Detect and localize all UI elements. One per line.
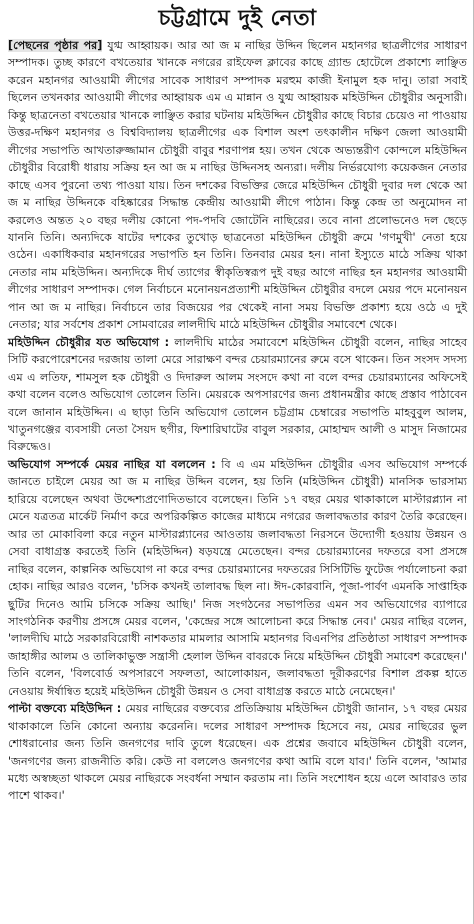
paragraph-text: যুগ্ম আহ্বায়ক। আর আ জ ম নাছির উদ্দিন ছিলেন মহানগর ছাত্রলীগের সাধারণ সম্পাদক। তুচ্ছ কারণে বখতেয়ার খানকে নগরের রাইফেল ক্লাবের কাছে গ্র্যান্ড হোটেলে প্রকাশ্যে লাঞ্ছিত করেন মহানগর আওয়ামী লীগের সাবেক সাধারণ সম্পাদক মরহুম কাজী ইনামুল হক দানু। তারা সবাই ছিলেন তখনকার আওয়ামী লীগের আহ্বায়ক এম এ মান্নান ও যুগ্ম আহ্বায়ক মহিউদ্দিন চৌধুরীর অনুসারী। কিন্তু ছাত্রনেতা বখতেয়ার খানকে লাঞ্ছিত করার ঘটনায় মহিউদ্দিন চৌধুরীর কাছে বিচার চেয়েও না পাওয়ায় উত্তর-দক্ষিণ মহানগর ও বিশ্ববিদ্যালয় ছাত্রলীগের এক বিশাল অংশ তৎকালীন দক্ষিণ জেলা আওয়ামী লীগের সভাপতি আখতারুজ্জামান চৌধুরী বাবুর শরণাপন্ন হয়। তখন থেকে অভ্যন্তরীণ কোন্দলে মহিউদ্দিন চৌধুরীর বিরোধী ধারায় সক্রিয় হন আ জ ম নাছির উদ্দিনসহ অন্যরা। দলীয় নির্ভরযোগ্য কয়েকজন নেতার কাছে এসব পুরনো তথ্য পাওয়া যায়। তিন দশকের বিভক্তির জেরে মহিউদ্দিন চৌধুরী দুবার দল থেকে আ জ ম নাছির উদ্দিনকে বহিষ্কারের সিদ্ধান্ত কেন্দ্রীয় আওয়ামী লীগে পাঠান। কিন্তু কেন্দ্র তা অনুমোদন না করলেও অন্তত ২০ বছর দলীয় কোনো পদ-পদবি জোটেনি নাছিরের। তবে নানা প্রলোভনেও দল ছেড়ে যাননি তিনি। অন্যদিকে ষাটের দশকের তুখোড় ছাত্রনেতা মহিউদ্দিন চৌধুরী ক্রমে 'গণমুখী' নেতা হয়ে ওঠেন। একাধিকবার মহানগরের সভাপতি হন তিনি। তিনবার মেয়র হন। নানা ইস্যুতে মাঠে সক্রিয় থাকা নেতার নাম মহিউদ্দিন। অন্যদিকে দীর্ঘ ত্যাগের স্বীকৃতিস্বরূপ দুই বছর আগে নাছির হন মহানগর আওয়ামী লীগের সাধারণ সম্পাদক। গেল নির্বাচনে মনোনয়নপ্রত্যাশী মহিউদ্দিন চৌধুরীর বদলে মেয়র পদে মনোনয়ন পান আ জ ম নাছির। নির্বাচনে তার বিজয়ের পর থেকেই নানা সময় বিভক্তি প্রকাশ্য হয়ে ওঠে এ দুই নেতার; যার সর্বশেষ প্রকাশ সোমবারের লালদীঘি মাঠে মহিউদ্দিন চৌধুরীর সমাবেশে থেকে। xyxy=(8,39,467,332)
paragraph-mayor-response xyxy=(8,456,467,700)
article-body xyxy=(8,37,467,805)
paragraph-counter-statement xyxy=(8,700,467,805)
paragraph-text: বি এ এম মহিউদ্দিন চৌধুরীর এসব অভিযোগ সম্পর্কে জানতে চাইলে মেয়র আ জ ম নাছির উদ্দিন বলেন, হয় তিনি (মহিউদ্দিন চৌধুরী) মানসিক ভারসাম্য হারিয়ে বলেছেন অথবা উদ্দেশ্যপ্রণোদিতভাবে বলেছেন। তিনি ১৭ বছর মেয়র থাকাকালে মাস্টারপ্ল্যান না মেনে যত্রতত্র মার্কেট নির্মাণ করে অপরিকল্পিত কাজের মাধ্যমে নগরের জলাবদ্ধতার কারণ তৈরি করেছেন। আর তা মোকাবিলা করে নতুন মাস্টারপ্ল্যানের আওতায় জলাবদ্ধতা নিরসনে উদ্যোগী হওয়ায় উন্নয়ন ও সেবা বাধাগ্রস্ত করতেই তিনি (মহিউদ্দিন) ষড়যন্ত্রে মেতেছেন। বন্দর চেয়ারম্যানের দফতরে বসা প্রসঙ্গে নাছির বলেন, কাল্পনিক অভিযোগ না করে বন্দর চেয়ারম্যানের দফতরের সিসিটিভি ফুটেজ পর্যালোচনা করা হোক। নাছির আরও বলেন, 'চসিক কখনই তালাবদ্ধ ছিল না। ঈদ-কোরবানি, পূজা-পার্বণ এমনকি সাপ্তাহিক ছুটির দিনেও আমি চসিকে সক্রিয় আছি।' নিজ সংগঠনের সভাপতির এমন সব অভিযোগের ব্যাপারে সাংগঠনিক করণীয় প্রসঙ্গে মেয়র বলেন, 'কেন্দ্রের সঙ্গে আলোচনা করে সিদ্ধান্ত নেব।' মেয়র নাছির বলেন, 'লালদীঘি মাঠে সরকারবিরোধী নাশকতার মামলার আসামি মহানগর বিএনপির প্রতিষ্ঠাতা সাধারণ সম্পাদক জাহাঙ্গীর আলম ও তালিকাভুক্ত সন্ত্রাসী হেলাল উদ্দিন বাবরকে নিয়ে মহিউদ্দিন চৌধুরী সমাবেশ করেছেন।' তিনি বলেন, 'বিলবোর্ড অপসারণে সফলতা, আলোকায়ন, জলাবদ্ধতা দূরীকরণের বিশাল প্রকল্প হাতে নেওয়ায় ঈর্ষান্বিত হয়েই মহিউদ্দিন চৌধুরী উন্নয়ন ও সেবা বাধাগ্রস্ত করতে মাঠে নেমেছেন।' xyxy=(8,457,467,698)
subhead-mayor-response: অভিযোগ সম্পর্কে মেয়র নাছির যা বললেন : xyxy=(8,457,216,471)
paragraph-text: মেয়র নাছিরের বক্তব্যের প্রতিক্রিয়ায় মহিউদ্দিন চৌধুরী জানান, ১৭ বছর মেয়র থাকাকালে তিনি কোনো অন্যায় করেননি। দলের সাধারণ সম্পাদক হিসেবে নয়, মেয়র নাছিরের ভুল শোধরানোর জন্য তিনি জনগণের দাবি তুলে ধরেছেন। এক প্রশ্নের জবাবে মহিউদ্দিন চৌধুরী বলেন, 'জনগণের জন্য রাজনীতি করি। কেউ না বললেও জনগণের কথা আমি বলে যাব।' তিনি বলেন, 'আমার মধ্যে অস্বচ্ছতা থাকলে মেয়র নাছিরকে সংবর্ধনা সম্মান করতাম না। তিনি সংশোধন হয়ে এলে আবারও তার পাশে থাকব।' xyxy=(8,702,467,803)
subhead-allegations: মহিউদ্দিন চৌধুরীর যত অভিযোগ : xyxy=(8,335,170,349)
subhead-counter-statement: পাল্টা বক্তব্যে মহিউদ্দিন : xyxy=(8,702,122,716)
article-headline: চট্টগ্রামে দুই নেতা xyxy=(158,6,317,31)
paragraph-continued xyxy=(8,37,467,334)
continued-from-back-page-label: [পেছনের পৃষ্ঠার পর] xyxy=(8,39,103,52)
paragraph-mohiuddin-allegations xyxy=(8,334,467,456)
paragraph-text: লালদীঘি মাঠের সমাবেশে মহিউদ্দিন চৌধুরী বলেন, নাছির সাহেব সিটি করপোরেশনের দরজায় তালা মেরে সারাক্ষণ বন্দর চেয়ারম্যানের রুমে বসে থাকেন। তিন সংসদ সদস্য এম এ লতিফ, শামসুল হক চৌধুরী ও দিদারুল আলম সংসদে কথা না বলে বন্দর চেয়ারম্যানের অফিসেই কথা বলেন বলেও অভিযোগ তোলেন তিনি। মেয়রকে অপসারণের জন্য প্রধানমন্ত্রীর কাছে প্রস্তাব পাঠাবেন বলে জানান মহিউদ্দিন। এ ছাড়া তিনি অভিযোগ তোলেন চট্টগ্রাম চেম্বারের সভাপতি মাহবুবুল আলম, খাতুনগঞ্জের ব্যবসায়ী নেতা সৈয়দ ছগীর, ফিশারিঘাটের বাবুল সরকার, মোহাম্মদ আলী ও মাসুদ নিজামের বিরুদ্ধেও। xyxy=(8,335,467,454)
